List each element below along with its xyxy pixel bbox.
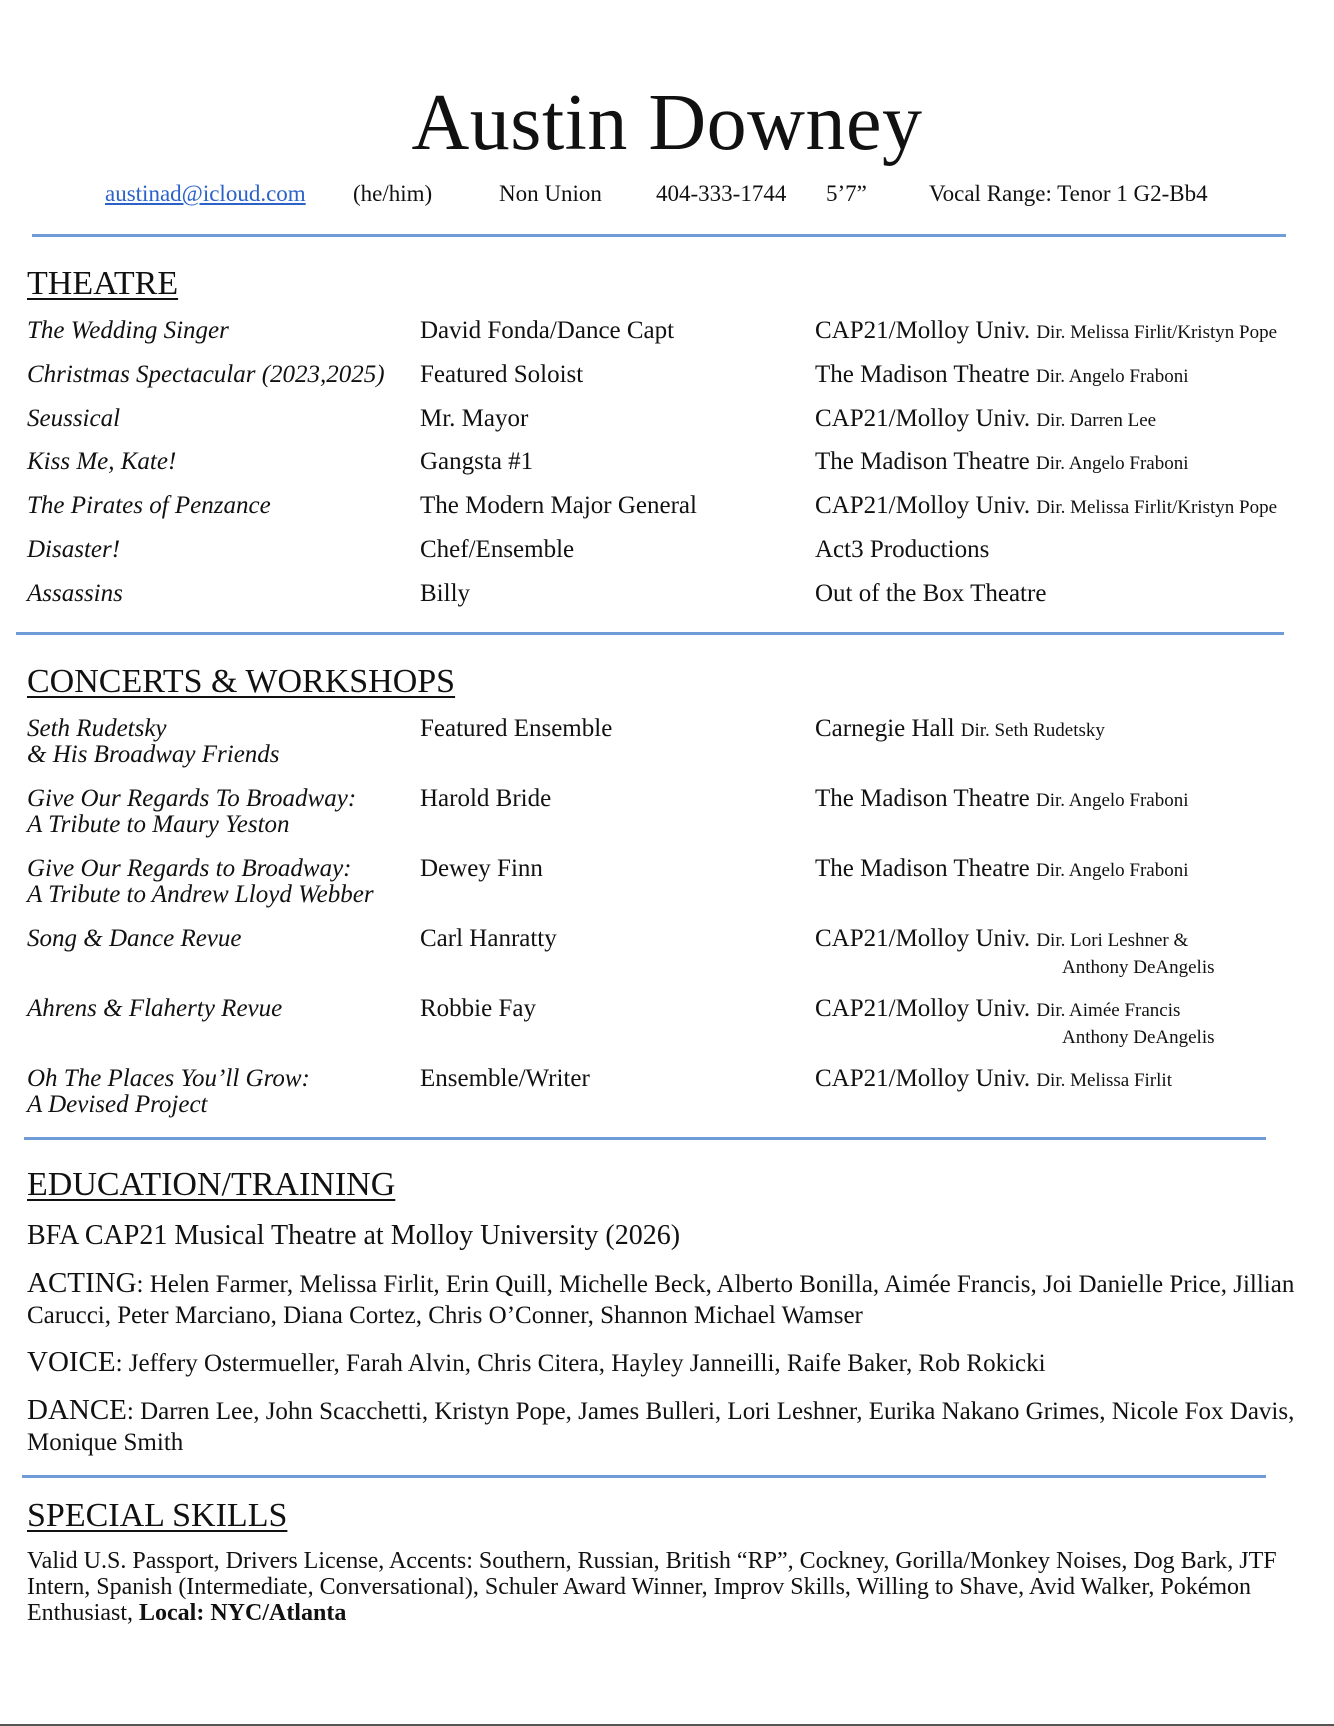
director: Dir. Angelo Fraboni [1036,860,1189,881]
height: 5’7” [826,181,867,206]
venue: CAP21/Molloy Univ. Dir. Melissa Firlit [815,1065,1172,1092]
director: Dir. Melissa Firlit [1036,1070,1172,1091]
venue: Carnegie Hall Dir. Seth Rudetsky [815,715,1105,742]
show-title: Give Our Regards To Broadway: A Tribute to Maury Yeston [27,785,357,838]
section-heading-concerts: CONCERTS & WORKSHOPS [27,663,456,700]
director: Dir. Aimée Francis [1036,1000,1181,1021]
section-heading-theatre: THEATRE [27,265,179,302]
divider [32,234,1286,237]
venue: Out of the Box Theatre [815,580,1047,607]
dance-label: DANCE [27,1394,127,1426]
venue: CAP21/Molloy Univ. Dir. Melissa Firlit/Kristyn Pope [815,492,1278,519]
role: Dewey Finn [420,855,543,882]
director: Dir. Melissa Firlit/Kristyn Pope [1036,497,1278,518]
role: Robbie Fay [420,995,536,1022]
director: Dir. Seth Rudetsky [960,720,1105,741]
role: Chef/Ensemble [420,536,575,563]
show-title: Seth Rudetsky & His Broadway Friends [27,715,280,768]
venue: The Madison Theatre Dir. Angelo Fraboni [815,361,1189,388]
show-title: Disaster! [27,536,121,563]
venue: CAP21/Molloy Univ. Dir. Lori Leshner & Anthony DeAngelis [815,926,1215,981]
director: Dir. Darren Lee [1036,410,1157,431]
skills-list: Valid U.S. Passport, Drivers License, Accents: Southern, Russian, British “RP”, Cockney, Gorilla/Monkey Noises, Dog Bark, JTF Intern, Spanish (Intermediate, Conversational), Schuler Award Winner, Improv Skills, Willing to Shave, Avid Walker, Pokémon Enthusiast, Local: NYC/Atlanta [27,1548,1277,1626]
venue: The Madison Theatre Dir. Angelo Fraboni [815,448,1189,475]
role: Carl Hanratty [420,925,557,952]
show-title: The Wedding Singer [27,317,229,344]
show-title: Song & Dance Revue [27,925,242,952]
venue: CAP21/Molloy Univ. Dir. Aimée Francis Anthony DeAngelis [815,996,1215,1051]
divider [16,632,1284,635]
section-heading-education: EDUCATION/TRAINING [27,1166,396,1203]
section-heading-skills: SPECIAL SKILLS [27,1497,288,1534]
director-continued: Anthony DeAngelis [1062,1027,1215,1048]
show-title: Ahrens & Flaherty Revue [27,995,283,1022]
role: Ensemble/Writer [420,1065,590,1092]
venue: CAP21/Molloy Univ. Dir. Darren Lee [815,405,1157,432]
divider [24,1137,1266,1140]
role: David Fonda/Dance Capt [420,317,675,344]
degree: BFA CAP21 Musical Theatre at Molloy University (2026) [27,1220,681,1251]
role: Billy [420,580,471,607]
show-title: Oh The Places You’ll Grow: A Devised Project [27,1065,310,1118]
director: Dir. Angelo Fraboni [1036,366,1189,387]
voice-label: VOICE [27,1346,116,1378]
local-cities: Local: NYC/Atlanta [139,1600,347,1626]
divider [22,1475,1266,1478]
venue: The Madison Theatre Dir. Angelo Fraboni [815,785,1189,812]
director: Dir. Angelo Fraboni [1036,453,1189,474]
show-title: Assassins [27,580,123,607]
director: Dir. Angelo Fraboni [1036,790,1189,811]
page-title: Austin Downey [411,79,923,167]
venue: CAP21/Molloy Univ. Dir. Melissa Firlit/Kristyn Pope [815,317,1278,344]
role: Harold Bride [420,785,552,812]
show-title: Give Our Regards to Broadway: A Tribute to Andrew Lloyd Webber [27,855,374,908]
role: The Modern Major General [420,492,697,519]
director-continued: Anthony DeAngelis [1062,957,1215,978]
director: Dir. Lori Leshner & [1036,930,1189,951]
dance-training: DANCE: Darren Lee, John Scacchetti, Kristyn Pope, James Bulleri, Lori Leshner, Eurika Nakano Grimes, Nicole Fox Davis, Monique Smith [27,1394,1295,1456]
role: Mr. Mayor [420,405,529,432]
role: Gangsta #1 [420,448,534,475]
role: Featured Ensemble [420,715,613,742]
show-title: Seussical [27,405,121,432]
pronouns: (he/him) [353,181,433,206]
show-title: The Pirates of Penzance [27,492,271,519]
acting-label: ACTING [27,1267,137,1299]
venue: Act3 Productions [815,536,990,563]
show-title: Christmas Spectacular (2023,2025) [27,361,385,388]
union-status: Non Union [499,181,602,206]
venue: The Madison Theatre Dir. Angelo Fraboni [815,855,1189,882]
show-title: Kiss Me, Kate! [27,448,177,475]
role: Featured Soloist [420,361,584,388]
director: Dir. Melissa Firlit/Kristyn Pope [1036,322,1278,343]
email-link[interactable]: austinad@icloud.com [105,181,306,206]
vocal-range: Vocal Range: Tenor 1 G2-Bb4 [929,181,1208,206]
phone-number: 404-333-1744 [656,181,787,206]
voice-training: VOICE: Jeffery Ostermueller, Farah Alvin, Chris Citera, Hayley Janneilli, Raife Baker, Rob Rokicki [27,1346,1046,1378]
acting-training: ACTING: Helen Farmer, Melissa Firlit, Erin Quill, Michelle Beck, Alberto Bonilla, Aimée Francis, Joi Danielle Price, Jillian Carucci, Peter Marciano, Diana Cortez, Chris O’Conner, Shannon Michael Wamser [27,1267,1295,1329]
